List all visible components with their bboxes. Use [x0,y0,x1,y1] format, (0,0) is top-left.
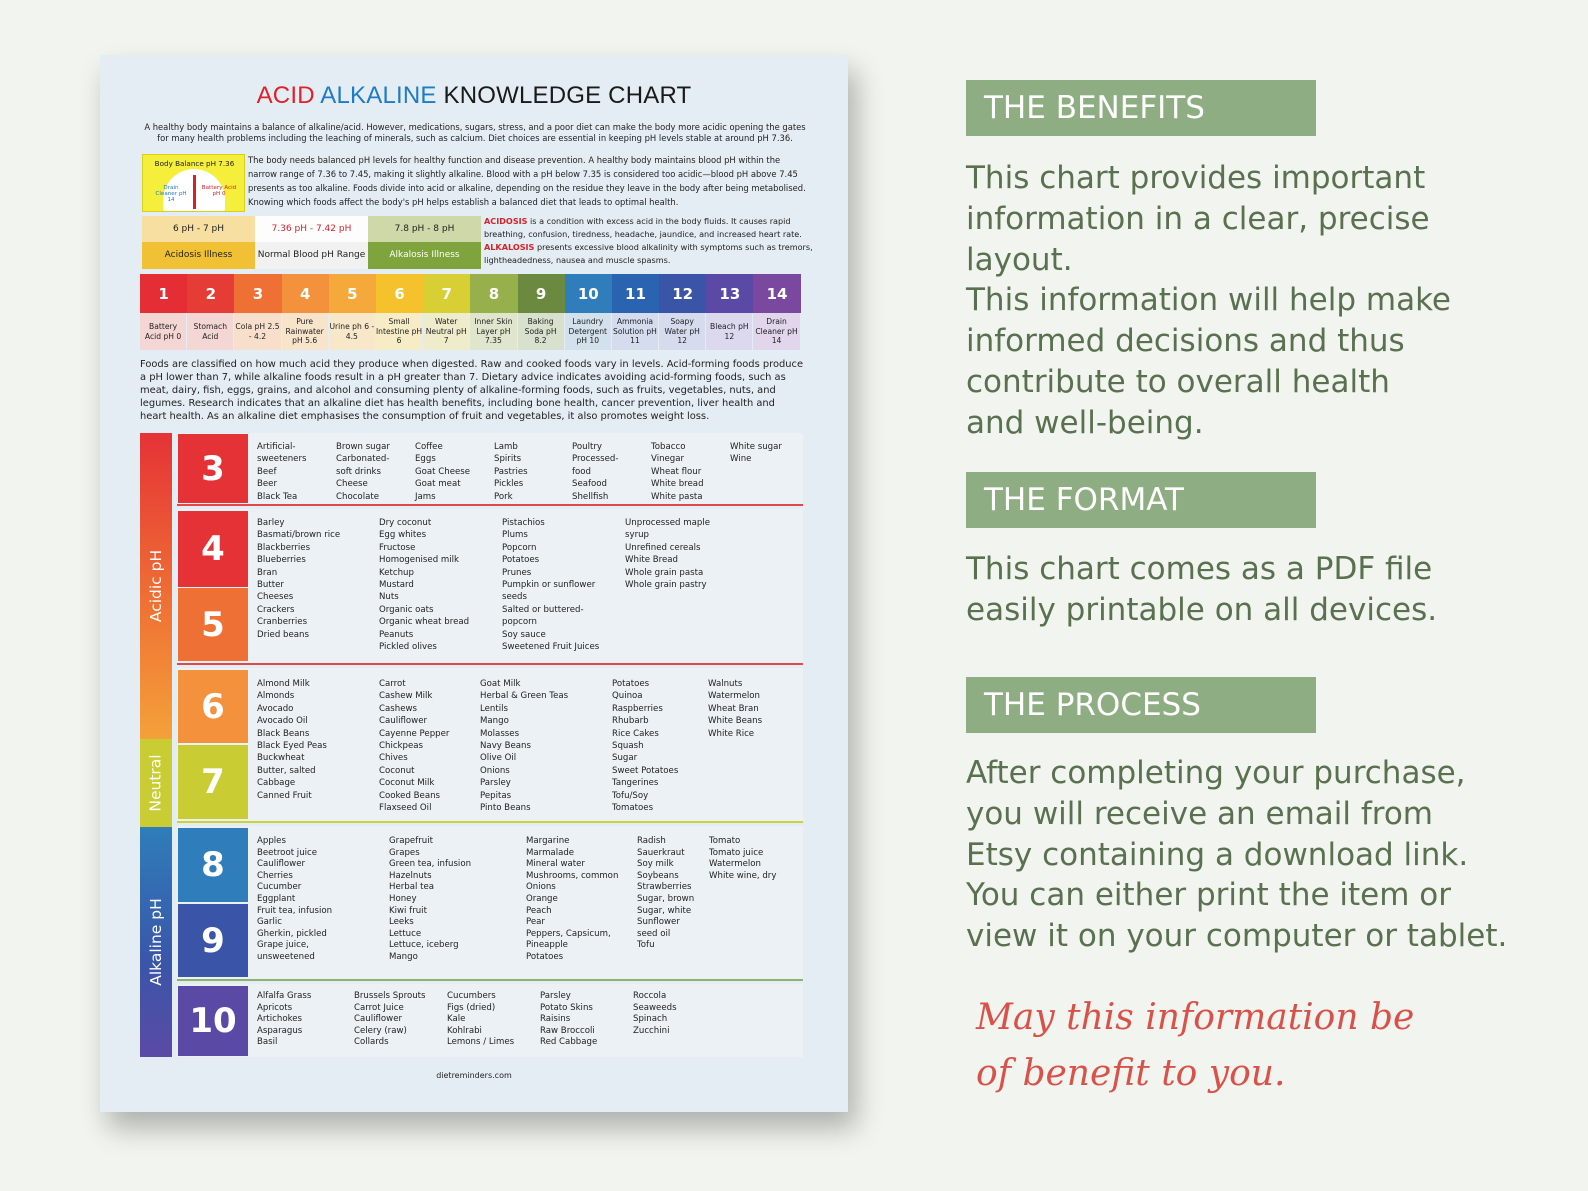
ph-number-9: 9 [178,904,248,977]
neutral-label: Neutral [147,754,165,812]
title-alkaline: ALKALINE [320,82,437,109]
ph-scale-label: Inner Skin Layer pH 7.35 [470,313,517,350]
process-heading: THE PROCESS [966,677,1316,733]
food-column: Brown sugar Carbonated- soft drinks Cheese Chocolate [336,442,390,502]
acidic-label: Acidic pH [147,549,165,623]
food-column: Cucumbers Figs (dried) Kale Kohlrabi Lemons / Limes [447,991,515,1048]
acidosis-text: is a condition with excess acid in the body fluids. It causes rapid breathing, confusion, tiredness, headache, jaundice, and increased heart rate. [484,216,802,239]
ph-scale-cell: 3 [234,274,281,313]
range-normal: 7.36 pH - 7.42 pH [255,216,368,242]
neutral-bar [140,739,172,827]
food-column: Coffee Eggs Goat Cheese Goat meat Jams [415,442,471,502]
food-column: Margarine Marmalade Mineral water Mushrooms, common Onions Orange Peach Pear Peppers, Capsicum, Pineapple Potatoes [526,836,619,962]
ph-scale [140,274,801,350]
benefits-text: This chart provides important information in a clear, precise layout. This information will help make informed decisions and thus contribute to overall health and well-being. [966,160,1451,441]
alkaline-label: Alkaline pH [147,898,166,986]
acidosis-term: ACIDOSIS [484,216,528,226]
food-column: Tobacco Vinegar Wheat flour White bread White pasta [651,442,704,502]
food-column: Almond Milk Almonds Avocado Avocado Oil Black Beans Black Eyed Peas Buckwheat Butter, salted Cabbage Canned Fruit [257,679,327,801]
poster-title [100,82,848,110]
title-acid: ACID [256,82,315,109]
ph-scale-label: Cola pH 2.5 - 4.2 [234,313,281,350]
food-column: Artificial- sweeteners Beef Beer Black Tea [257,442,307,502]
ph-scale-cell: 14 [753,274,800,313]
group-divider [177,504,803,506]
ph-scale-label: Urine ph 6 - 4.5 [329,313,376,350]
benefits-heading: THE BENEFITS [966,80,1316,136]
ph-scale-label: Stomach Acid [187,313,234,350]
ph-scale-label: Ammonia Solution pH 11 [612,313,659,350]
process-text: After completing your purchase, you will receive an email from Etsy containing a download link. You can either print the item or view it on your computer or tablet. [966,755,1508,955]
food-column: Apples Beetroot juice Cauliflower Cherries Cucumber Eggplant Fruit tea, infusion Garlic Gherkin, pickled Grape juice, unsweetened [257,836,333,962]
ph-number-10: 10 [178,986,248,1056]
ph-scale-label: Battery Acid pH 0 [140,313,187,350]
ph-number-4: 4 [178,511,248,587]
ph-scale-cell: 9 [518,274,565,313]
food-column: White sugar Wine [730,442,782,465]
ph-scale-label: Baking Soda pH 8.2 [518,313,565,350]
alkalosis-term: ALKALOSIS [484,242,535,252]
ph-scale-label: Pure Rainwater pH 5.6 [282,313,329,350]
ph-number-5: 5 [178,588,248,661]
gauge-left-label: Drain Cleaner pH 14 [155,185,187,204]
ph-scale-cell: 8 [470,274,517,313]
ph-scale-cell: 5 [329,274,376,313]
range-alkalosis: 7.8 pH - 8 pH [368,216,481,242]
group-divider [177,663,803,665]
body-ph-text: The body needs balanced pH levels for healthy function and disease prevention. A healthy body maintains blood pH within the narrow range of 7.36 to 7.45, making it slightly alkaline. Blood with a pH below 7.35 is considered too acidic—blood pH above 7.45 presents as too alkaline. Foods divide into acid or alkaline, depending on the residue they leave in the body after being metabolised. Knowing which foods affect the body's pH helps establish a balanced diet that leads to optimal health. [248,155,806,207]
food-column: Brussels Sprouts Carrot Juice Cauliflower Celery (raw) Collards [354,991,426,1048]
format-text: This chart comes as a PDF file easily printable on all devices. [966,551,1438,628]
label-normal: Normal Blood pH Range [255,242,368,269]
ph-scale-cell: 12 [659,274,706,313]
food-column: Goat Milk Herbal & Green Teas Lentils Mango Molasses Navy Beans Olive Oil Onions Parsley Pepitas Pinto Beans [480,679,569,814]
food-column: Grapefruit Grapes Green tea, infusion Hazelnuts Herbal tea Honey Kiwi fruit Leeks Lettuce Lettuce, iceberg Mango [389,836,472,962]
closing-message: May this information be of benefit to you. [976,997,1415,1094]
ph-scale-label: Bleach pH 12 [706,313,753,350]
ph-scale-numbers [140,274,801,313]
gauge-needle [193,175,196,209]
label-alkalosis: Alkalosis Illness [368,242,481,269]
poster-footer: dietreminders.com [436,1071,512,1080]
group-divider [177,821,803,823]
ph-scale-label: Water Neutral pH 7 [423,313,470,350]
ph-scale-cell: 4 [282,274,329,313]
ph-scale-labels [140,313,801,350]
format-heading: THE FORMAT [966,472,1316,528]
ph-number-8: 8 [178,828,248,902]
definitions [484,215,814,267]
ph-number-3: 3 [178,434,248,503]
ph-scale-cell: 1 [140,274,187,313]
ph-scale-label: Laundry Detergent pH 10 [565,313,612,350]
range-acidosis: 6 pH - 7 pH [142,216,255,242]
ph-scale-cell: 6 [376,274,423,313]
food-column: Walnuts Watermelon Wheat Bran White Beans White Rice [708,679,763,739]
acidic-bar [140,433,172,739]
food-column: Pistachios Plums Popcorn Potatoes Prunes Pumpkin or sunflower seeds Salted or buttered- popcorn Soy sauce Sweetened Fruit Juices [502,518,600,653]
alkaline-bar [140,827,172,1057]
food-column: Roccola Seaweeds Spinach Zucchini [633,991,677,1036]
food-column: Lamb Spirits Pastries Pickles Pork [494,442,528,502]
ph-scale-label: Soapy Water pH 12 [659,313,706,350]
food-column: Tomato Tomato juice Watermelon White wine, dry [709,836,777,881]
label-acidosis: Acidosis Illness [142,242,255,269]
food-column: Potatoes Quinoa Raspberries Rhubarb Rice Cakes Squash Sugar Sweet Potatoes Tangerines Tofu/Soy Tomatoes [612,679,679,814]
chart-poster [100,55,848,1112]
alkalosis-text: presents excessive blood alkalinity with symptoms such as tremors, lightheadedness, nausea and muscle spasms. [484,242,813,265]
ph-scale-cell: 13 [706,274,753,313]
ph-scale-cell: 10 [565,274,612,313]
food-description: Foods are classified on how much acid they produce when digested. Raw and cooked foods vary in levels. Acid-forming foods produce a pH lower than 7, while alkaline foods result in a pH greater than 7. Dietary advice indicates avoiding acid-forming foods, such as meat, dairy, fish, eggs, grains, and alcohol and consuming plenty of alkaline-forming foods, such as fruits, vegetables, nuts, and legumes. Research indicates that an alkaline diet has health benefits, including bone health, cancer prevention, liver health and heart health. As an alkaline diet emphasises the consumption of fruit and vegetables, it also promotes weight loss. [140,359,804,422]
food-column: Radish Sauerkraut Soy milk Soybeans Strawberries Sugar, brown Sugar, white Sunflower seed oil Tofu [637,836,695,951]
ph-scale-label: Small Intestine pH 6 [376,313,423,350]
group-divider [177,979,803,981]
food-column: Barley Basmati/brown rice Blackberries Blueberries Bran Butter Cheeses Crackers Cranberries Dried beans [257,518,341,640]
food-column: Dry coconut Egg whites Fructose Homogenised milk Ketchup Mustard Nuts Organic oats Organic wheat bread Peanuts Pickled olives [379,518,470,653]
food-column: Poultry Processed- food Seafood Shellfish [572,442,619,502]
food-column: Unprocessed maple syrup Unrefined cereals White Bread Whole grain pasta Whole grain pastry [625,518,711,591]
intro-text: A healthy body maintains a balance of alkaline/acid. However, medications, sugars, stress, and a poor diet can make the body more acidic opening the gates for many health problems including the leaching of minerals, such as calcium. Diet choices are essential in keeping pH levels stable at around pH 7.36. [144,122,806,143]
food-column: Parsley Potato Skins Raisins Raw Broccoli Red Cabbage [540,991,598,1048]
gauge-title: Body Balance pH 7.36 [154,159,235,168]
ph-scale-cell: 2 [187,274,234,313]
gauge-right-label: Battery Acid pH 0 [201,185,237,198]
title-knowledge: KNOWLEDGE CHART [443,82,692,109]
food-column: Alfalfa Grass Apricots Artichokes Asparagus Basil [257,991,312,1048]
ph-number-6: 6 [178,670,248,743]
ph-scale-label: Drain Cleaner pH 14 [753,313,800,350]
food-column: Carrot Cashew Milk Cashews Cauliflower Cayenne Pepper Chickpeas Chives Coconut Coconut Milk Cooked Beans Flaxseed Oil [379,679,450,814]
ph-number-7: 7 [178,745,248,819]
body-balance-gauge [142,154,245,212]
ph-scale-cell: 11 [612,274,659,313]
ph-scale-cell: 7 [423,274,470,313]
